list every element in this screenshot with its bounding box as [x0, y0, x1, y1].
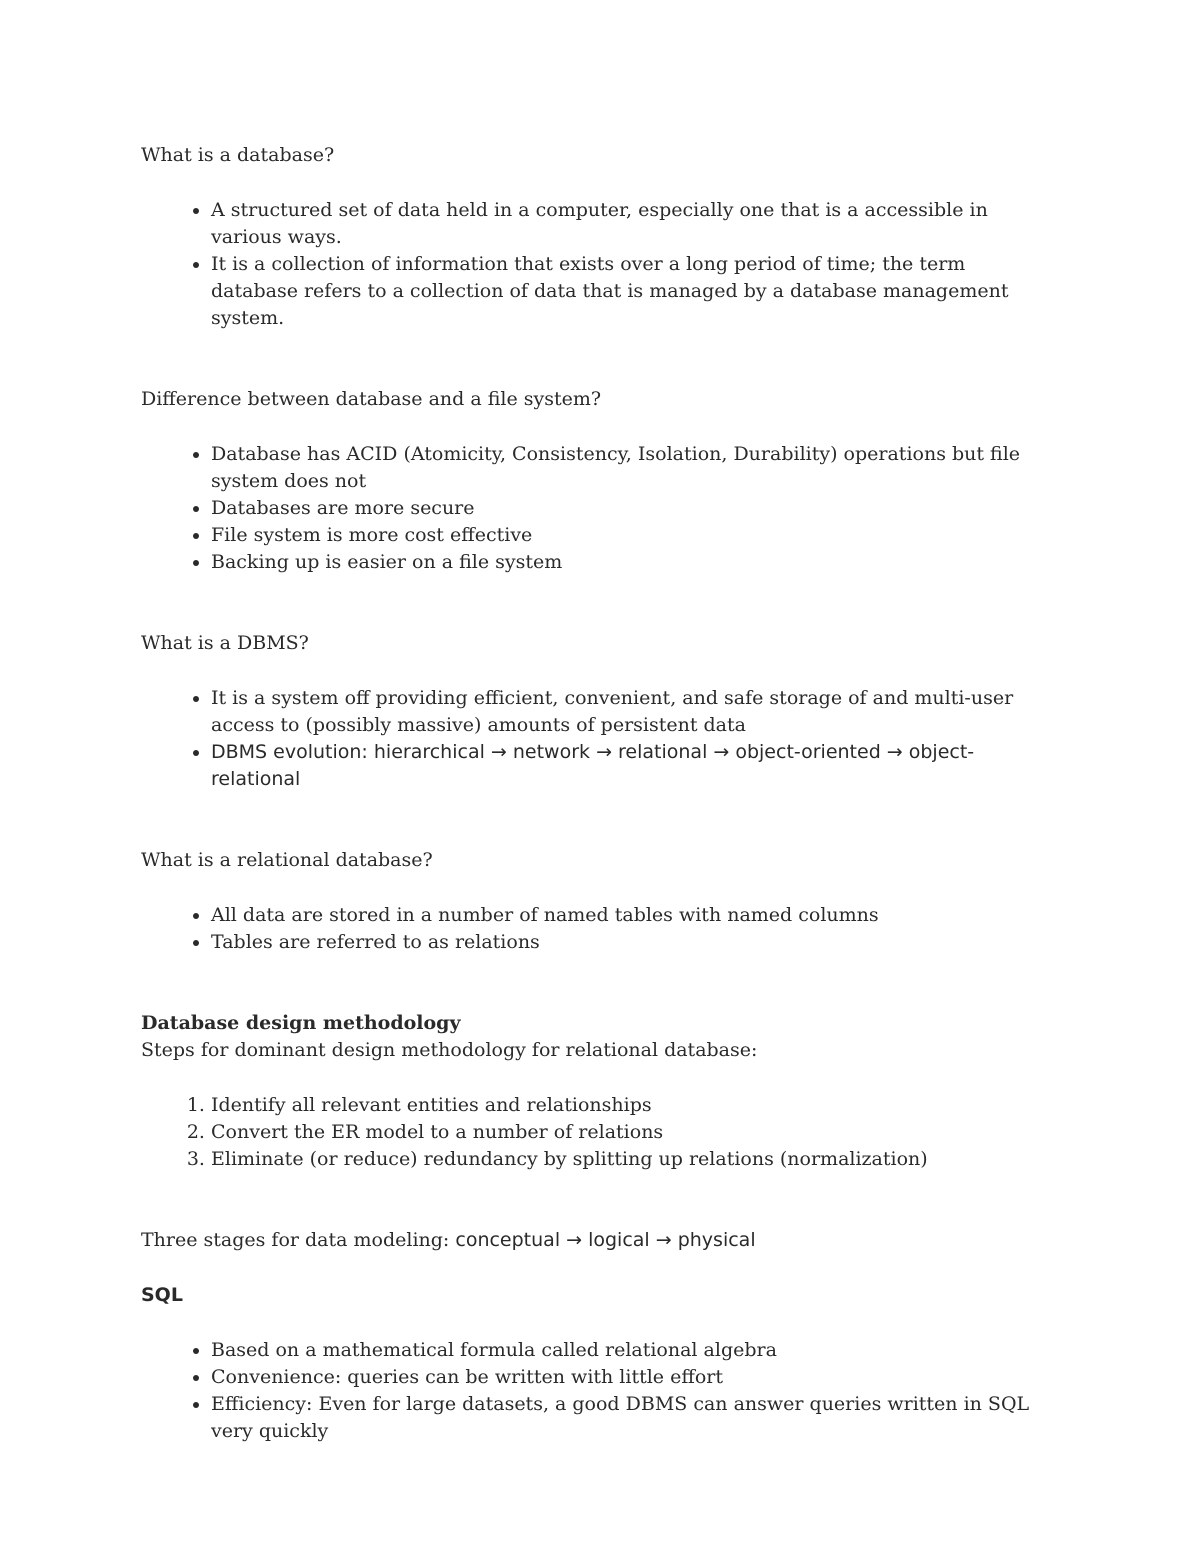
list-item: • It is a collection of information that exists over a long period of time; the term database refers to a collection of data that is managed by a database management system. [211, 251, 1056, 332]
methodology-intro: Steps for dominant design methodology for relational database: [141, 1039, 758, 1061]
list-item: • Databases are more secure [211, 495, 1056, 522]
list-item: 2. Convert the ER model to a number of relations [211, 1119, 1056, 1146]
list-item: • A structured set of data held in a computer, especially one that is a accessible in various ways. [211, 197, 1056, 251]
question-relational: What is a relational database? [141, 849, 433, 871]
database-definition-list [141, 197, 1056, 332]
list-item: 1. Identify all relevant entities and relationships [211, 1092, 1056, 1119]
list-item: • File system is more cost effective [211, 522, 1056, 549]
sql-list [141, 1337, 1056, 1445]
dbms-list [141, 685, 1056, 793]
list-item: • Database has ACID (Atomicity, Consistency, Isolation, Durability) operations but file system does not [211, 441, 1056, 495]
question-database: What is a database? [141, 144, 335, 166]
methodology-heading: Database design methodology [141, 1012, 461, 1034]
list-item [211, 739, 1056, 793]
list-item: • Based on a mathematical formula called relational algebra [211, 1337, 1056, 1364]
list-item: • Convenience: queries can be written with little effort [211, 1364, 1056, 1391]
difference-list [141, 441, 1056, 576]
relational-list [141, 902, 1056, 956]
list-item: • It is a system off providing efficient, convenient, and safe storage of and multi-user access to (possibly massive) amounts of persistent data [211, 685, 1056, 739]
modeling-label: Three stages for data modeling: [141, 1229, 456, 1251]
modeling-chain: conceptual → logical → physical [455, 1229, 756, 1251]
dbms-evolution-label: DBMS evolution: [211, 741, 374, 763]
question-difference: Difference between database and a file system? [141, 388, 602, 410]
methodology-steps [141, 1092, 1056, 1173]
sql-heading: SQL [141, 1284, 183, 1306]
list-item: • All data are stored in a number of named tables with named columns [211, 902, 1056, 929]
modeling-stages [141, 1227, 1056, 1254]
list-item: • Tables are referred to as relations [211, 929, 1056, 956]
list-item: • Backing up is easier on a file system [211, 549, 1056, 576]
list-item: 3. Eliminate (or reduce) redundancy by splitting up relations (normalization) [211, 1146, 1056, 1173]
question-dbms: What is a DBMS? [141, 632, 309, 654]
dbms-evolution-chain: hierarchical → network → relational → object-oriented → object-relational [211, 741, 975, 790]
list-item: • Efficiency: Even for large datasets, a good DBMS can answer queries written in SQL very quickly [211, 1391, 1056, 1445]
document-page [141, 142, 1056, 1445]
